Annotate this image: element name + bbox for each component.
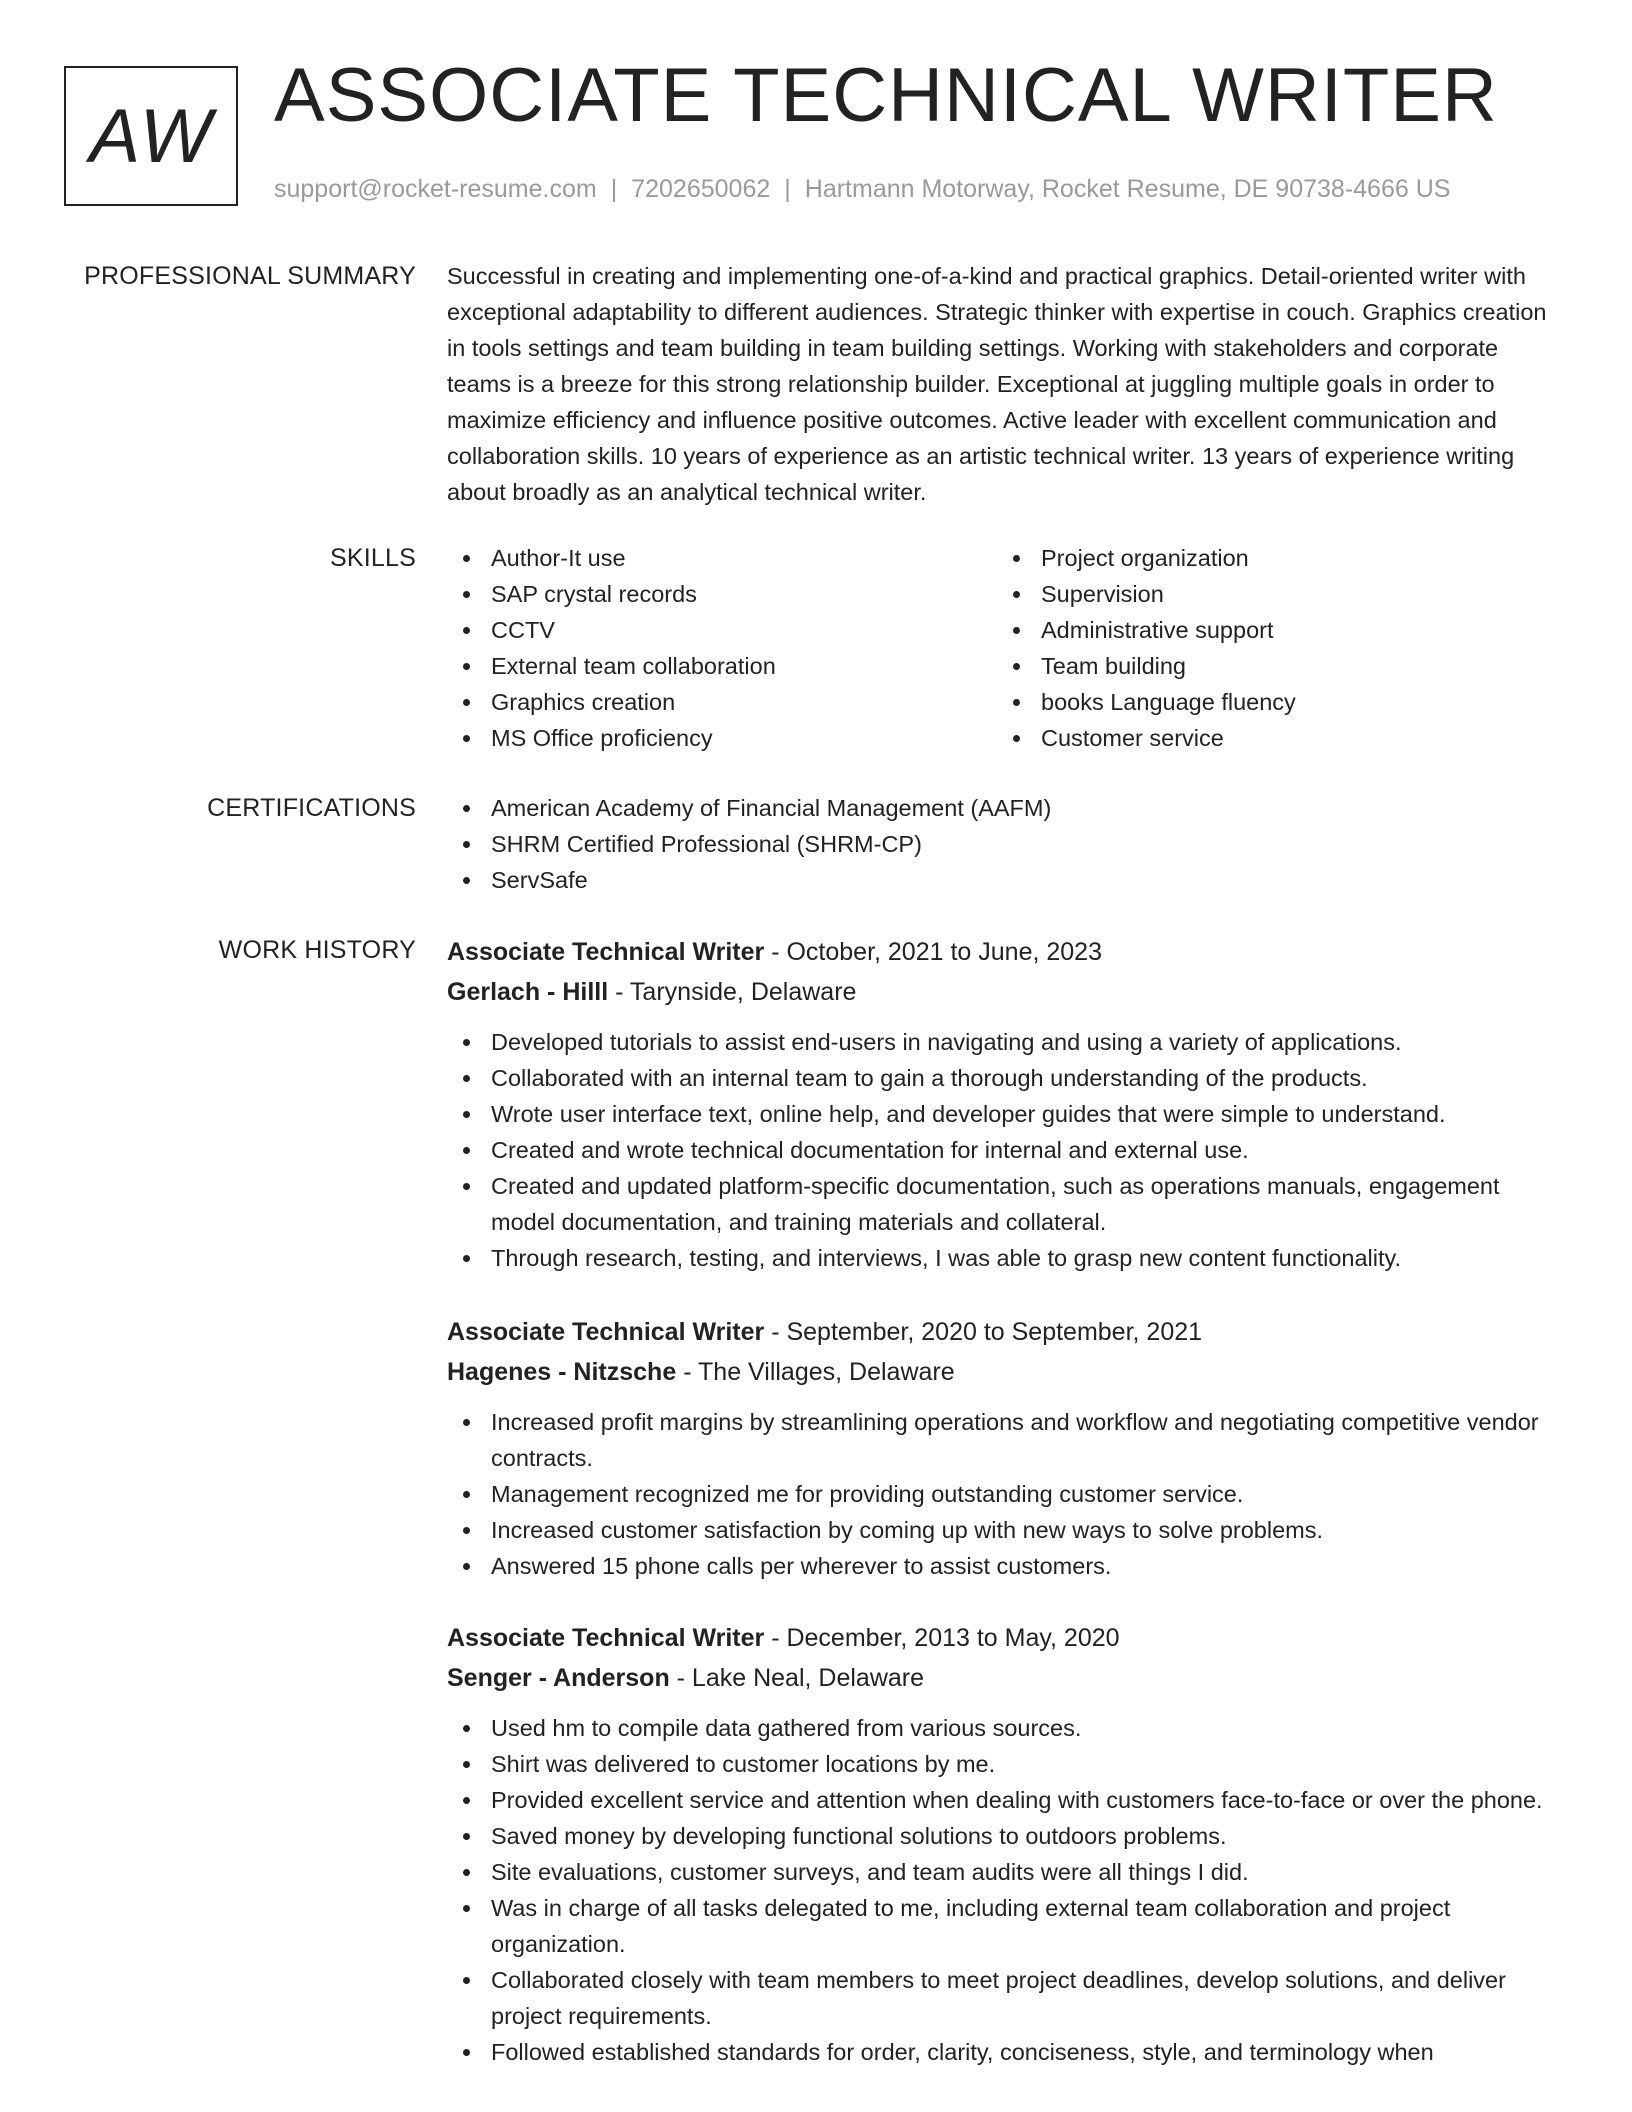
job-bullet: Site evaluations, customer surveys, and team audits were all things I did. (447, 1854, 1567, 1890)
job-dates: - September, 2020 to September, 2021 (764, 1318, 1203, 1346)
job-bullet: Answered 15 phone calls per wherever to assist customers. (447, 1548, 1567, 1584)
skills-body (447, 540, 1567, 756)
contact-separator: | (784, 175, 791, 203)
job-entry (447, 1312, 1567, 1584)
skill-item: Graphics creation (447, 684, 997, 720)
certifications-list (447, 790, 1567, 898)
job-bullet: Followed established standards for order, clarity, conciseness, style, and terminology when (447, 2034, 1567, 2070)
job-company-line (447, 1658, 1567, 1698)
job-title-line (447, 932, 1567, 972)
skill-item: books Language fluency (997, 684, 1547, 720)
job-title: Associate Technical Writer (447, 1624, 765, 1652)
job-dates: - December, 2013 to May, 2020 (764, 1624, 1120, 1652)
job-bullet: Through research, testing, and interviews, I was able to grasp new content functionality. (447, 1240, 1567, 1276)
monogram-badge: AW (64, 66, 238, 206)
skill-item: Administrative support (997, 612, 1547, 648)
job-bullet: Created and updated platform-specific documentation, such as operations manuals, engagement model documentation, and training materials and collateral. (447, 1168, 1567, 1240)
certification-item: ServSafe (447, 862, 1567, 898)
skill-item: External team collaboration (447, 648, 997, 684)
job-bullet: Was in charge of all tasks delegated to me, including external team collaboration and project organization. (447, 1890, 1567, 1962)
job-entry (447, 1618, 1567, 2070)
job-company-line (447, 1352, 1567, 1392)
skills-list-right (997, 540, 1547, 756)
summary-body (447, 258, 1567, 510)
skill-item: Project organization (997, 540, 1547, 576)
job-bullet: Collaborated with an internal team to gain a thorough understanding of the products. (447, 1060, 1567, 1096)
job-bullet: Shirt was delivered to customer locations by me. (447, 1746, 1567, 1782)
job-bullet: Wrote user interface text, online help, and developer guides that were simple to understand. (447, 1096, 1567, 1132)
job-bullet: Increased customer satisfaction by coming up with new ways to solve problems. (447, 1512, 1567, 1548)
certifications-heading: CERTIFICATIONS (207, 794, 416, 822)
contact-email[interactable]: support@rocket-resume.com (274, 175, 597, 203)
job-bullet: Saved money by developing functional solutions to outdoors problems. (447, 1818, 1567, 1854)
page-title: ASSOCIATE TECHNICAL WRITER (274, 53, 1498, 138)
job-bullet: Collaborated closely with team members to meet project deadlines, develop solutions, and deliver project requirements. (447, 1962, 1567, 2034)
job-bullets (447, 1404, 1567, 1584)
job-dates: - October, 2021 to June, 2023 (764, 938, 1102, 966)
work-history-heading: WORK HISTORY (218, 936, 416, 964)
skills-heading: SKILLS (330, 544, 416, 572)
job-bullet: Developed tutorials to assist end-users in navigating and using a variety of applications. (447, 1024, 1567, 1060)
summary-text: Successful in creating and implementing one-of-a-kind and practical graphics. Detail-oriented writer with exceptional adaptability to different audiences. Strategic thinker with expertise in couch. Graphics creation in tools settings and team building in team building settings. Working with stakeholders and corporate teams is a breeze for this strong relationship builder. Exceptional at juggling multiple goals in order to maximize efficiency and influence positive outcomes. Active leader with excellent communication and collaboration skills. 10 years of experience as an artistic technical writer. 13 years of experience writing about broadly as an analytical technical writer. (447, 263, 1547, 505)
job-title-line (447, 1312, 1567, 1352)
summary-heading: PROFESSIONAL SUMMARY (84, 262, 416, 290)
job-company: Gerlach - Hilll (447, 978, 609, 1006)
contact-separator: | (610, 175, 618, 203)
certifications-body (447, 790, 1567, 898)
job-company: Senger - Anderson (447, 1664, 670, 1692)
job-title: Associate Technical Writer (447, 938, 765, 966)
contact-phone[interactable]: 7202650062 (631, 175, 771, 203)
skill-item: MS Office proficiency (447, 720, 997, 756)
skill-item: CCTV (447, 612, 997, 648)
contact-line (274, 174, 1450, 204)
skill-item: Supervision (997, 576, 1547, 612)
job-company: Hagenes - Nitzsche (447, 1358, 677, 1386)
skill-item: Team building (997, 648, 1547, 684)
job-bullet: Created and wrote technical documentation for internal and external use. (447, 1132, 1567, 1168)
certification-item: American Academy of Financial Management (AAFM) (447, 790, 1567, 826)
job-bullets (447, 1024, 1567, 1276)
job-title-line (447, 1618, 1567, 1658)
skills-list-left (447, 540, 997, 756)
job-company-line (447, 972, 1567, 1012)
job-bullet: Increased profit margins by streamlining operations and workflow and negotiating competitive vendor contracts. (447, 1404, 1567, 1476)
skill-item: SAP crystal records (447, 576, 997, 612)
job-bullet: Used hm to compile data gathered from various sources. (447, 1710, 1567, 1746)
certification-item: SHRM Certified Professional (SHRM-CP) (447, 826, 1567, 862)
job-location: - The Villages, Delaware (676, 1358, 955, 1386)
skill-item: Customer service (997, 720, 1547, 756)
job-location: - Tarynside, Delaware (608, 978, 857, 1006)
contact-address: Hartmann Motorway, Rocket Resume, DE 90738-4666 US (804, 175, 1451, 203)
job-bullet: Management recognized me for providing outstanding customer service. (447, 1476, 1567, 1512)
job-title: Associate Technical Writer (447, 1318, 765, 1346)
job-entry (447, 932, 1567, 1276)
job-location: - Lake Neal, Delaware (669, 1664, 925, 1692)
skill-item: Author-It use (447, 540, 997, 576)
job-bullet: Provided excellent service and attention when dealing with customers face-to-face or over the phone. (447, 1782, 1567, 1818)
job-bullets (447, 1710, 1567, 2070)
